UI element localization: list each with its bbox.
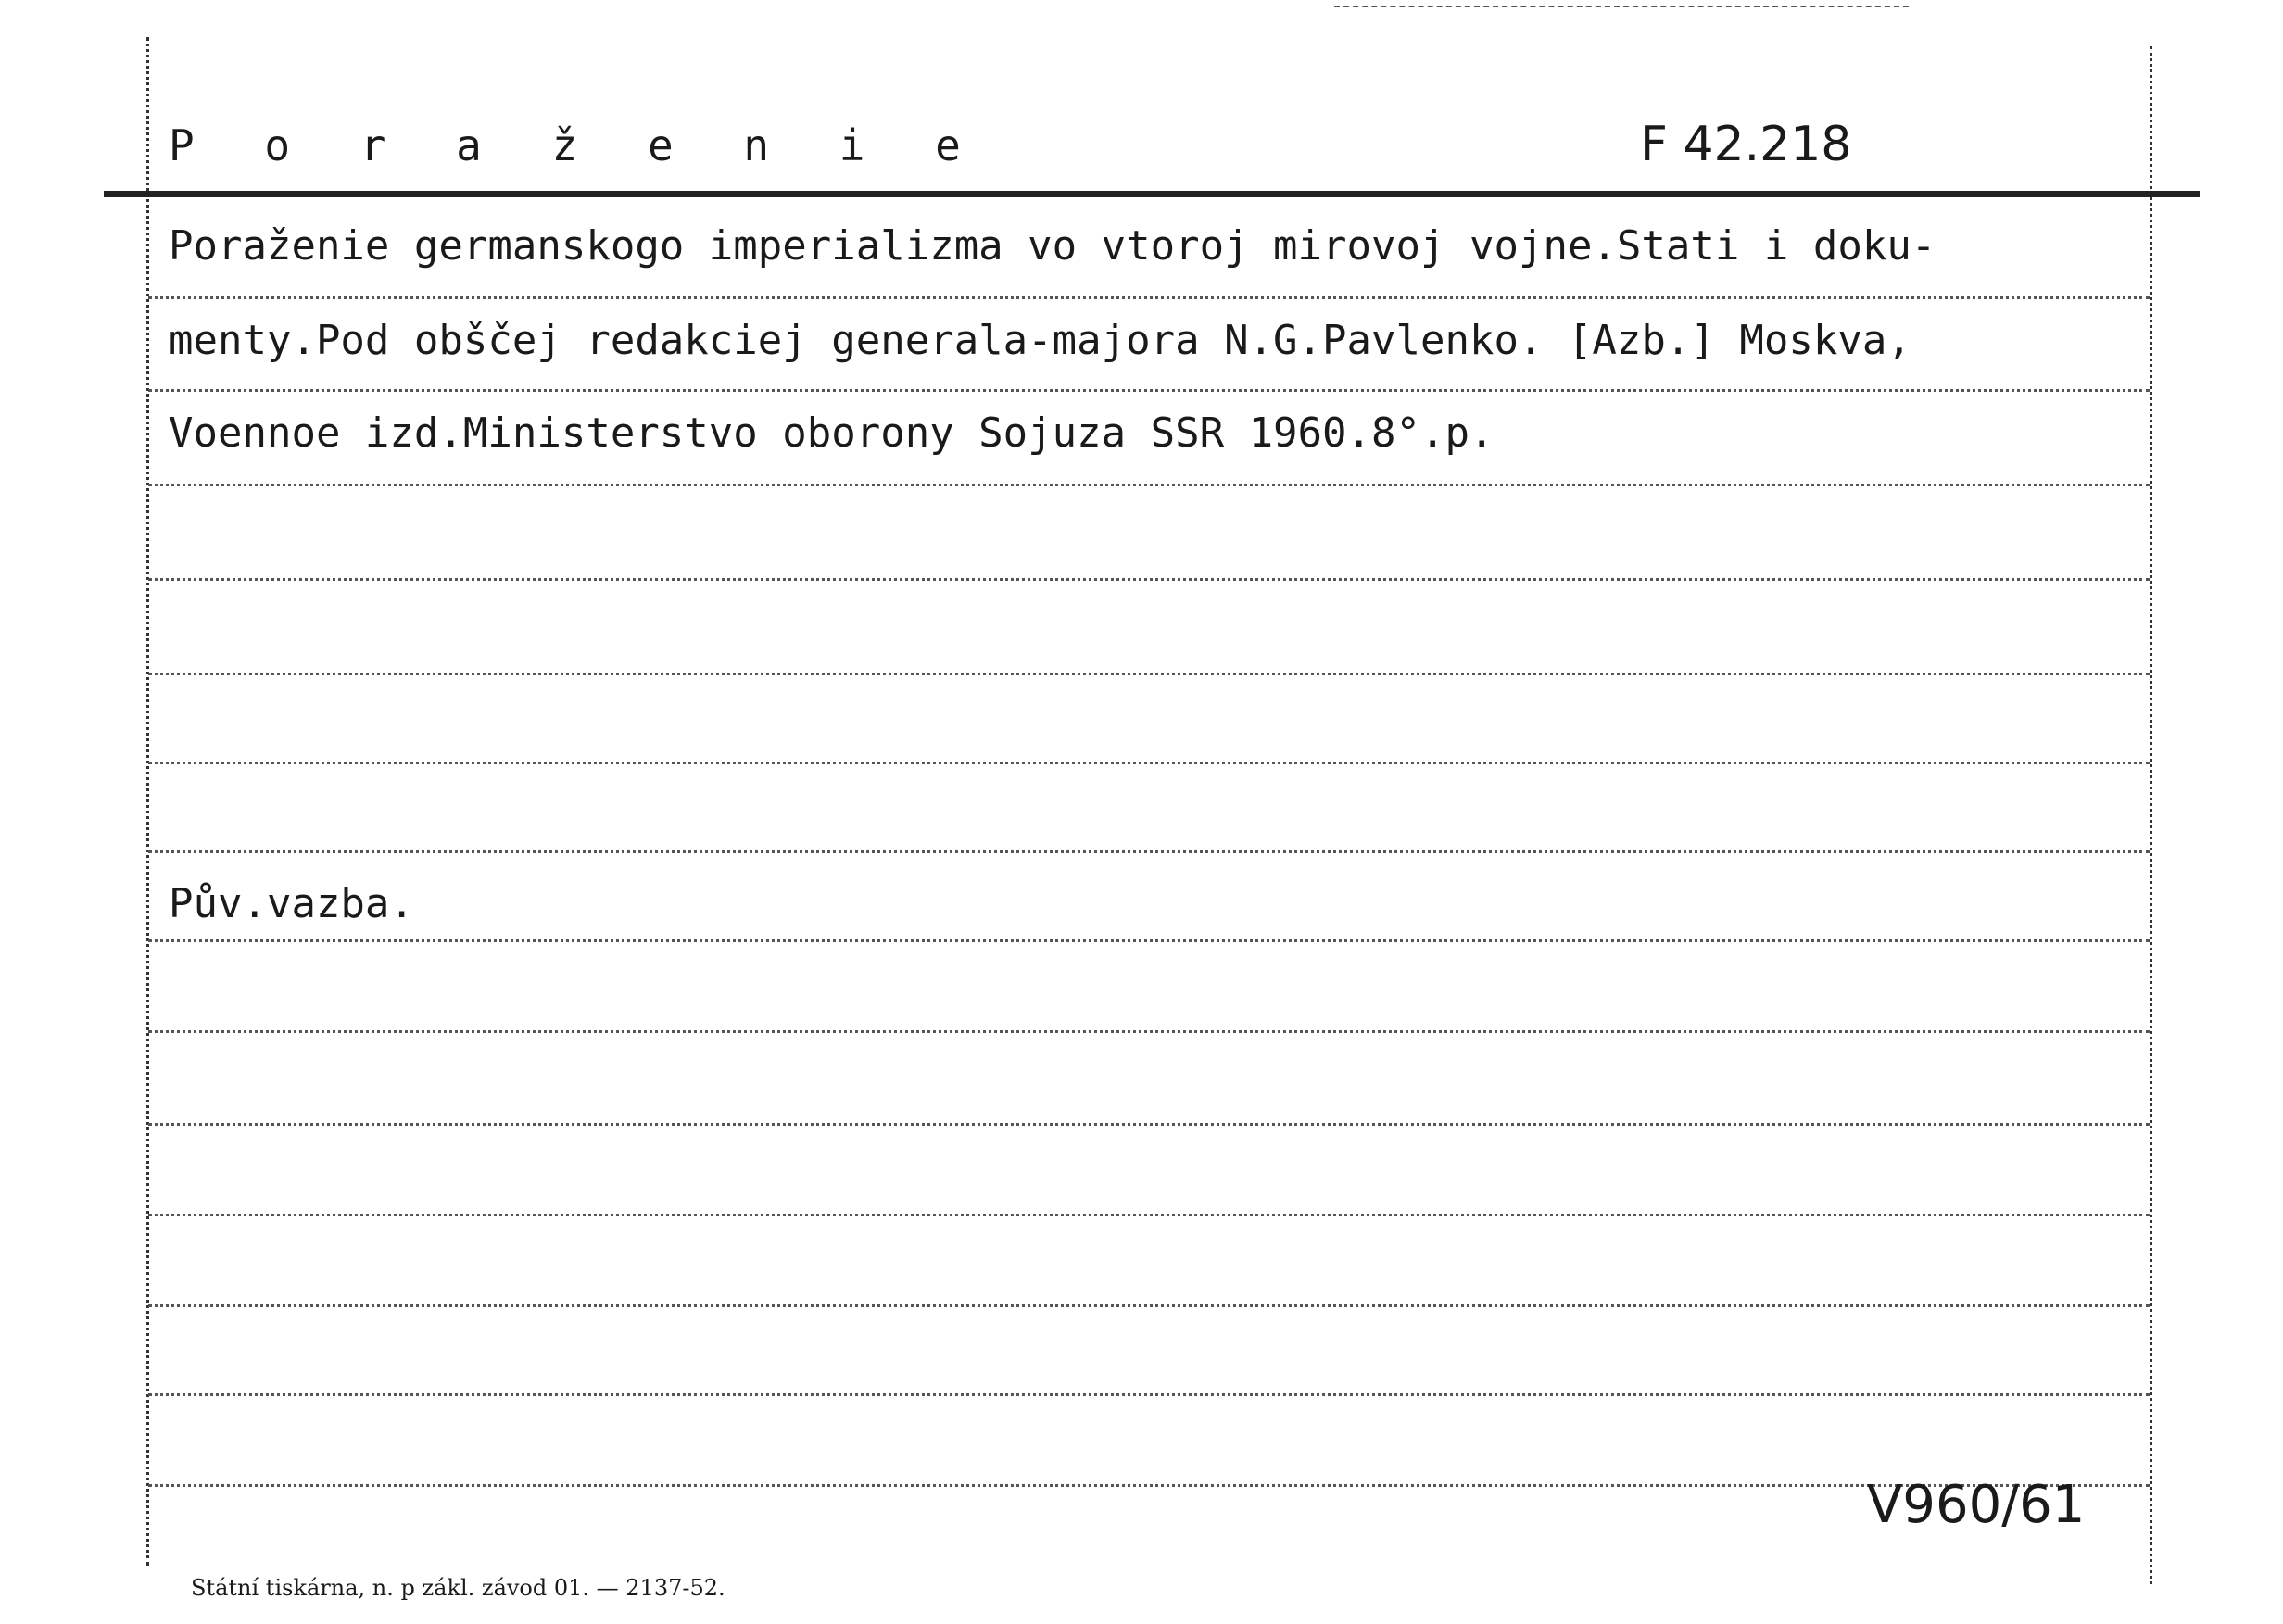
ruled-line [148, 673, 2150, 675]
call-number: F 42.218 [1640, 117, 1852, 172]
printer-imprint: Státní tiskárna, n. p zákl. závod 01. — 2137-52. [191, 1575, 725, 1601]
ruled-line [148, 1393, 2150, 1396]
right-margin-line [2150, 46, 2152, 1584]
ruled-line [148, 939, 2150, 942]
ruled-line [148, 1484, 2150, 1487]
ruled-line [148, 762, 2150, 764]
ruled-line [148, 1214, 2150, 1216]
description-line-3: Voennoe izd.Ministerstvo oborony Sojuza SSR 1960.8°.p. [169, 409, 1495, 457]
ruled-line [148, 850, 2150, 853]
heading-rule [104, 191, 2200, 197]
ruled-line [148, 1123, 2150, 1126]
ruled-line [148, 1304, 2150, 1307]
ruled-line [148, 389, 2150, 392]
left-margin-line [146, 37, 149, 1566]
ruled-line [148, 484, 2150, 486]
card-heading: P o r a ž e n i e [169, 120, 983, 170]
binding-note: Pův.vazba. [169, 880, 414, 927]
description-line-1: Poraženie germanskogo imperializma vo vtoroj mirovoj vojne.Stati i doku- [169, 222, 1936, 270]
top-edge-mark [1334, 6, 1909, 7]
description-line-2: menty.Pod obščej redakciej generala-majora N.G.Pavlenko. [Azb.] Moskva, [169, 317, 1911, 364]
ruled-line [148, 1030, 2150, 1033]
ruled-line [148, 578, 2150, 581]
shelf-number: V960/61 [1867, 1475, 2086, 1535]
ruled-line [148, 296, 2150, 299]
